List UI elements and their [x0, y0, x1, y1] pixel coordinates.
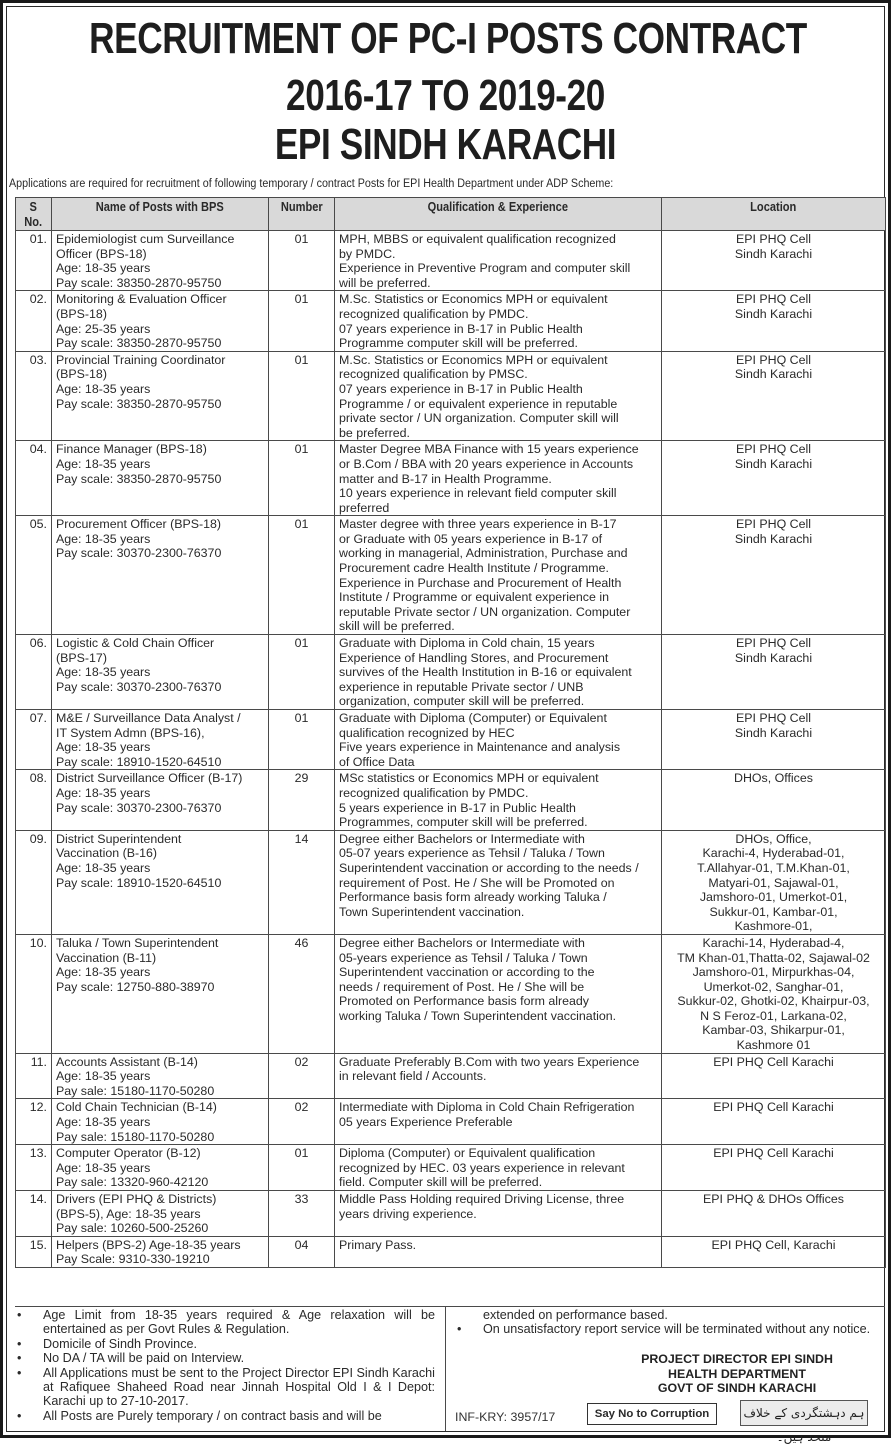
location-cell-line: Sindh Karachi	[734, 456, 813, 471]
signature-line-2: HEALTH DEPARTMENT	[668, 1366, 806, 1381]
qualification-cell-line: 10 years experience in relevant field computer skill	[339, 486, 617, 501]
qualification-cell-line: Promoted on Performance basis form already	[339, 994, 589, 1009]
qualification-cell-line: recognized qualification by PMSC.	[339, 367, 528, 382]
notes-right-column	[455, 1308, 877, 1337]
post-name-cell	[52, 934, 269, 1053]
post-count-cell: 01	[269, 1145, 335, 1191]
post-name-cell-line: Officer (BPS-18)	[56, 246, 147, 261]
location-cell	[662, 770, 886, 830]
qualification-cell	[335, 770, 662, 830]
post-count-cell: 46	[269, 934, 335, 1053]
serial-number-cell: 04.	[16, 441, 52, 516]
table-row	[16, 770, 886, 830]
note-item	[15, 1351, 435, 1365]
qualification-cell	[335, 1099, 662, 1145]
qualification-cell	[335, 231, 662, 291]
qualification-cell-line: preferred	[339, 500, 390, 515]
serial-number-cell: 14.	[16, 1191, 52, 1237]
qualification-cell-line: Diploma (Computer) or Equivalent qualification	[339, 1146, 596, 1161]
column-header-post: Name of Posts with BPS	[52, 198, 269, 231]
serial-number-cell: 07.	[16, 710, 52, 770]
qualification-cell-line: Experience in Purchase and Procurement of Health	[339, 575, 622, 590]
table-row	[16, 441, 886, 516]
notes-divider	[445, 1307, 446, 1431]
location-cell	[662, 1191, 886, 1237]
post-name-cell-line: Age: 18-35 years	[56, 860, 151, 875]
qualification-cell-line: skill will be preferred.	[339, 619, 455, 634]
qualification-cell-line: MSc statistics or Economics MPH or equivalent	[339, 771, 599, 786]
post-name-cell	[52, 291, 269, 351]
location-cell-line: Kashmore 01	[736, 1038, 811, 1053]
qualification-cell-line: 05-years experience as Tehsil / Taluka / Town	[339, 950, 588, 965]
post-name-cell-line: Age: 18-35 years	[56, 740, 151, 755]
post-name-cell-line: Age: 18-35 years	[56, 261, 151, 276]
qualification-cell-line: Middle Pass Holding required Driving License, three	[339, 1192, 625, 1206]
post-name-cell-line: Pay scale: 18910-1520-64510	[56, 875, 222, 890]
qualification-cell	[335, 516, 662, 635]
column-header-number: Number	[269, 198, 335, 231]
location-cell-line: EPI PHQ Cell	[735, 517, 812, 532]
post-name-cell-line: Age: 18-35 years	[56, 1115, 151, 1130]
qualification-cell-line: will be preferred.	[339, 275, 431, 290]
table-row	[16, 635, 886, 710]
qualification-cell-line: recognized qualification by PMDC.	[339, 785, 529, 800]
post-name-cell	[52, 1099, 269, 1145]
post-name-cell-line: Age: 18-35 years	[56, 456, 151, 471]
serial-number-cell: 06.	[16, 635, 52, 710]
location-cell-line: Kambar-03, Shikarpur-01,	[702, 1023, 845, 1038]
post-count-cell: 01	[269, 516, 335, 635]
column-header-qualification: Qualification & Experience	[335, 198, 662, 231]
note-text: No DA / TA will be paid on Interview.	[43, 1351, 245, 1366]
table-header-row	[16, 198, 886, 231]
location-cell-line: TM Khan-01,Thatta-02, Sajawal-02	[677, 950, 870, 965]
qualification-cell-line: Intermediate with Diploma in Cold Chain Refrigeration	[339, 1100, 635, 1115]
location-cell-line: DHOs, Office,	[735, 831, 812, 846]
table-row	[16, 516, 886, 635]
table-row	[16, 1236, 886, 1267]
note-text: Age Limit from 18-35 years required & Age relaxation will be entertained as per Govt Rules & Regulation.	[43, 1308, 435, 1337]
bullet-icon: •	[17, 1336, 22, 1351]
title-line-2: 2016-17 TO 2019-20	[286, 71, 605, 120]
note-item	[15, 1337, 435, 1351]
location-cell	[662, 351, 886, 441]
post-name-cell-line: Pay scale: 38350-2870-95750	[56, 396, 222, 411]
serial-number-cell: 15.	[16, 1236, 52, 1267]
location-cell-line: Karachi-14, Hyderabad-4,	[702, 935, 845, 950]
location-cell-line: Sukkur-02, Ghotki-02, Khairpur-03,	[677, 994, 870, 1009]
qualification-cell-line: or Graduate with 05 years experience in B-17 of	[339, 531, 603, 546]
post-name-cell-line: Finance Manager (BPS-18)	[56, 442, 207, 457]
location-cell	[662, 291, 886, 351]
location-cell	[662, 635, 886, 710]
qualification-cell-line: Master degree with three years experience in B-17	[339, 517, 617, 532]
qualification-cell	[335, 1145, 662, 1191]
post-count-cell: 01	[269, 441, 335, 516]
post-name-cell-line: Pay scale: 38350-2870-95750	[56, 275, 222, 290]
post-name-cell	[52, 770, 269, 830]
notes-right-list	[455, 1322, 877, 1336]
serial-number-cell: 10.	[16, 934, 52, 1053]
qualification-cell-line: Programme computer skill will be preferred.	[339, 336, 578, 351]
qualification-cell-line: working Taluka / Town Superintendent vaccination.	[339, 1008, 617, 1023]
qualification-cell-line: Graduate Preferably B.Com with two years Experience	[339, 1054, 640, 1069]
location-cell	[662, 830, 886, 934]
post-name-cell-line: Age: 25-35 years	[56, 321, 151, 336]
qualification-cell-line: Programme / or equivalent experience in reputable	[339, 396, 618, 411]
qualification-cell-line: qualification recognized by HEC	[339, 725, 515, 740]
serial-number-cell: 11.	[16, 1053, 52, 1099]
location-cell-line: EPI PHQ Cell	[735, 711, 812, 725]
qualification-cell-line: Graduate with Diploma in Cold chain, 15 years	[339, 636, 595, 651]
column-header-location: Location	[662, 198, 886, 231]
serial-number-cell: 01.	[16, 231, 52, 291]
post-count-cell: 02	[269, 1053, 335, 1099]
serial-number-cell: 12.	[16, 1099, 52, 1145]
qualification-cell-line: experience in reputable Private sector / UNB	[339, 679, 584, 694]
post-name-cell-line: (BPS-17)	[56, 650, 107, 665]
location-cell-line: EPI PHQ Cell	[735, 292, 812, 307]
location-cell-line: Jamshoro-01, Umerkot-01,	[699, 890, 848, 905]
post-name-cell-line: Age: 18-35 years	[56, 665, 151, 680]
qualification-cell	[335, 1191, 662, 1237]
location-cell	[662, 1236, 886, 1267]
location-cell	[662, 441, 886, 516]
signature-block	[597, 1352, 877, 1396]
qualification-cell-line: M.Sc. Statistics or Economics MPH or equivalent	[339, 292, 608, 307]
urdu-slogan-badge: ہم دہشتگردی کے خلاف متحد ہیں۔	[740, 1400, 868, 1426]
location-cell	[662, 1099, 886, 1145]
post-name-cell-line: Pay scale: 38350-2870-95750	[56, 336, 222, 351]
bullet-icon: •	[17, 1308, 22, 1322]
post-name-cell-line: Taluka / Town Superintendent	[56, 935, 219, 950]
post-count-cell: 33	[269, 1191, 335, 1237]
location-cell-line: Jamshoro-01, Mirpurkhas-04,	[692, 965, 855, 980]
post-name-cell	[52, 830, 269, 934]
location-cell-line: EPI PHQ Cell Karachi	[713, 1054, 834, 1069]
post-name-cell-line: (BPS-18)	[56, 306, 107, 321]
post-name-cell	[52, 1145, 269, 1191]
qualification-cell-line: 5 years experience in B-17 in Public Health	[339, 800, 576, 815]
table-row	[16, 291, 886, 351]
bullet-icon: •	[17, 1365, 22, 1380]
post-count-cell: 14	[269, 830, 335, 934]
location-cell	[662, 1053, 886, 1099]
location-cell	[662, 516, 886, 635]
serial-number-cell: 02.	[16, 291, 52, 351]
qualification-cell-line: requirement of Post. He / She will be Promoted on	[339, 875, 615, 890]
table-row	[16, 1053, 886, 1099]
post-name-cell-line: District Superintendent	[56, 831, 182, 846]
location-cell	[662, 1145, 886, 1191]
qualification-cell-line: working in managerial, Administration, Purchase and	[339, 546, 628, 561]
qualification-cell	[335, 934, 662, 1053]
post-name-cell-line: Age: 18-35 years	[56, 531, 151, 546]
post-name-cell-line: Age: 18-35 years	[56, 1160, 151, 1175]
qualification-cell-line: Procurement cadre Health Institute / Programme.	[339, 561, 609, 576]
signature-line-3: GOVT OF SINDH KARACHI	[657, 1381, 817, 1395]
location-cell-line: N S Feroz-01, Larkana-02,	[700, 1008, 847, 1023]
qualification-cell-line: Degree either Bachelors or Intermediate with	[339, 935, 585, 950]
qualification-cell	[335, 635, 662, 710]
post-name-cell	[52, 441, 269, 516]
qualification-cell	[335, 1236, 662, 1267]
post-name-cell-line: Pay scale: 30370-2300-76370	[56, 800, 222, 815]
note-item	[455, 1322, 877, 1336]
post-name-cell-line: (BPS-5), Age: 18-35 years	[56, 1206, 201, 1221]
bullet-icon: •	[17, 1351, 22, 1366]
qualification-cell-line: Institute / Programme or equivalent experience in	[339, 590, 609, 605]
note-item	[15, 1409, 435, 1423]
qualification-cell	[335, 830, 662, 934]
post-name-cell	[52, 635, 269, 710]
column-header-sno: S No.	[16, 198, 52, 231]
bullet-icon: •	[17, 1408, 22, 1423]
signature-line-1: PROJECT DIRECTOR EPI SINDH	[641, 1352, 833, 1366]
location-cell-line: EPI PHQ Cell	[735, 232, 812, 246]
posts-table	[15, 197, 886, 1268]
post-name-cell-line: Pay scale: 18910-1520-64510	[56, 754, 222, 769]
location-cell	[662, 934, 886, 1053]
post-name-cell-line: Pay sale: 13320-960-42120	[56, 1175, 209, 1190]
location-cell-line: DHOs, Offices	[734, 771, 813, 786]
qualification-cell-line: Superintendent vaccination or according to the	[339, 965, 595, 980]
post-count-cell: 01	[269, 635, 335, 710]
notes-left-column	[15, 1308, 435, 1423]
location-cell-line: Sindh Karachi	[734, 306, 813, 321]
post-name-cell-line: Age: 18-35 years	[56, 965, 151, 980]
note-text: On unsatisfactory report service will be terminated without any notice.	[483, 1322, 871, 1337]
qualification-cell-line: survives of the Health Institution in B-16 or equivalent	[339, 665, 632, 680]
post-count-cell: 02	[269, 1099, 335, 1145]
qualification-cell	[335, 710, 662, 770]
post-count-cell: 01	[269, 351, 335, 441]
anti-corruption-badge: Say No to Corruption	[587, 1403, 717, 1425]
note-item	[15, 1366, 435, 1409]
qualification-cell-line: Superintendent vaccination or according to the needs /	[339, 860, 639, 875]
table-row	[16, 934, 886, 1053]
post-name-cell	[52, 1191, 269, 1237]
note-text: All Posts are Purely temporary / on contract basis and will be	[43, 1408, 382, 1423]
qualification-cell-line: by PMDC.	[339, 246, 396, 261]
location-cell-line: EPI PHQ Cell Karachi	[713, 1100, 834, 1115]
post-name-cell	[52, 1053, 269, 1099]
post-name-cell-line: Monitoring & Evaluation Officer	[56, 292, 227, 307]
qualification-cell-line: MPH, MBBS or equivalent qualification recognized	[339, 232, 616, 246]
serial-number-cell: 03.	[16, 351, 52, 441]
location-cell-line: EPI PHQ & DHOs Offices	[703, 1192, 844, 1206]
table-row	[16, 830, 886, 934]
qualification-cell-line: field. Computer skill will be preferred.	[339, 1175, 543, 1190]
table-row	[16, 1099, 886, 1145]
qualification-cell	[335, 441, 662, 516]
post-name-cell	[52, 516, 269, 635]
qualification-cell-line: Programmes, computer skill will be preferred.	[339, 815, 588, 830]
post-name-cell	[52, 1236, 269, 1267]
post-name-cell-line: Procurement Officer (BPS-18)	[56, 517, 222, 532]
post-name-cell-line: Pay scale: 30370-2300-76370	[56, 546, 222, 561]
table-row	[16, 231, 886, 291]
qualification-cell-line: of Office Data	[339, 754, 415, 769]
location-cell-line: Sindh Karachi	[734, 725, 813, 740]
qualification-cell-line: years driving experience.	[339, 1206, 477, 1221]
post-name-cell-line: Logistic & Cold Chain Officer	[56, 636, 215, 651]
note-continuation: extended on performance based.	[483, 1308, 668, 1322]
qualification-cell-line: Performance basis form already working Taluka /	[339, 890, 607, 905]
qualification-cell	[335, 291, 662, 351]
location-cell-line: EPI PHQ Cell	[735, 352, 812, 367]
post-name-cell-line: Epidemiologist cum Surveillance	[56, 232, 235, 246]
post-name-cell-line: Age: 18-35 years	[56, 1069, 151, 1084]
qualification-cell-line: Experience of Handling Stores, and Procurement	[339, 650, 609, 665]
qualification-cell-line: matter and B-17 in Health Programme.	[339, 471, 552, 486]
qualification-cell-line: recognized by HEC. 03 years experience in relevant	[339, 1160, 625, 1175]
qualification-cell-line: private sector / UN organization. Computer skill will	[339, 411, 619, 426]
post-name-cell	[52, 351, 269, 441]
serial-number-cell: 05.	[16, 516, 52, 635]
serial-number-cell: 08.	[16, 770, 52, 830]
post-name-cell-line: Age: 18-35 years	[56, 381, 151, 396]
serial-number-cell: 09.	[16, 830, 52, 934]
serial-number-cell: 13.	[16, 1145, 52, 1191]
location-cell-line: Sindh Karachi	[734, 531, 813, 546]
post-name-cell-line: Accounts Assistant (B-14)	[56, 1054, 198, 1069]
post-name-cell-line: Pay sale: 10260-500-25260	[56, 1221, 209, 1236]
title-line-1: RECRUITMENT OF PC-I POSTS CONTRACT	[89, 14, 807, 63]
post-count-cell: 04	[269, 1236, 335, 1267]
location-cell-line: EPI PHQ Cell, Karachi	[711, 1237, 836, 1252]
post-name-cell-line: Drivers (EPI PHQ & Districts)	[56, 1192, 217, 1206]
bullet-icon: •	[457, 1322, 462, 1337]
reference-number: INF-KRY: 3957/17	[455, 1410, 556, 1424]
qualification-cell-line: 07 years experience in B-17 in Public Health	[339, 321, 583, 336]
qualification-cell-line: 05-07 years experience as Tehsil / Taluka / Town	[339, 846, 605, 861]
location-cell-line: Sindh Karachi	[734, 650, 813, 665]
location-cell-line: EPI PHQ Cell	[735, 636, 812, 651]
location-cell-line: EPI PHQ Cell Karachi	[713, 1146, 834, 1161]
location-cell-line: T.Allahyar-01, T.M.Khan-01,	[697, 860, 850, 875]
location-cell	[662, 231, 886, 291]
qualification-cell-line: Primary Pass.	[339, 1237, 417, 1252]
qualification-cell-line: 05 years Experience Preferable	[339, 1115, 513, 1130]
post-name-cell-line: (BPS-18)	[56, 367, 107, 382]
post-name-cell-line: IT System Admn (BPS-16),	[56, 725, 205, 740]
location-cell-line: EPI PHQ Cell	[735, 442, 812, 457]
qualification-cell-line: needs / requirement of Post. He / She will be	[339, 979, 585, 994]
qualification-cell-line: Degree either Bachelors or Intermediate with	[339, 831, 585, 846]
note-text: Domicile of Sindh Province.	[43, 1336, 197, 1351]
qualification-cell-line: Five years experience in Maintenance and analysis	[339, 740, 621, 755]
post-name-cell	[52, 710, 269, 770]
location-cell-line: Sindh Karachi	[734, 246, 813, 261]
post-count-cell: 01	[269, 710, 335, 770]
post-name-cell-line: Pay sale: 15180-1170-50280	[56, 1083, 215, 1098]
post-count-cell: 01	[269, 231, 335, 291]
table-row	[16, 710, 886, 770]
table-row	[16, 1191, 886, 1237]
qualification-cell-line: Graduate with Diploma (Computer) or Equivalent	[339, 711, 607, 725]
qualification-cell	[335, 351, 662, 441]
qualification-cell-line: Master Degree MBA Finance with 15 years experience	[339, 442, 639, 457]
post-name-cell-line: Vaccination (B-11)	[56, 950, 157, 965]
post-name-cell-line: Pay sale: 15180-1170-50280	[56, 1129, 215, 1144]
qualification-cell	[335, 1053, 662, 1099]
qualification-cell-line: recognized qualification by PMDC.	[339, 306, 529, 321]
location-cell-line: Sindh Karachi	[734, 367, 813, 382]
post-name-cell-line: Pay Scale: 9310-330-19210	[56, 1252, 210, 1267]
qualification-cell-line: 07 years experience in B-17 in Public Health	[339, 381, 583, 396]
qualification-cell-line: M.Sc. Statistics or Economics MPH or equivalent	[339, 352, 608, 367]
intro-text: Applications are required for recruitment of following temporary / contract Posts for EPI Health Department under ADP Scheme:	[9, 176, 614, 190]
post-name-cell-line: Cold Chain Technician (B-14)	[56, 1100, 217, 1115]
qualification-cell-line: Experience in Preventive Program and computer skill	[339, 261, 631, 276]
qualification-cell-line: in relevant field / Accounts.	[339, 1069, 487, 1084]
post-count-cell: 29	[269, 770, 335, 830]
post-name-cell-line: Age: 18-35 years	[56, 785, 151, 800]
qualification-cell-line: or B.Com / BBA with 20 years experience in Accounts	[339, 456, 634, 471]
qualification-cell-line: be preferred.	[339, 425, 410, 440]
qualification-cell-line: Town Superintendent vaccination.	[339, 904, 525, 919]
posts-table-body	[16, 231, 886, 1268]
note-item	[15, 1308, 435, 1337]
post-name-cell-line: Computer Operator (B-12)	[56, 1146, 201, 1161]
post-name-cell-line: Provincial Training Coordinator	[56, 352, 226, 367]
location-cell-line: Matyari-01, Sajawal-01,	[708, 875, 839, 890]
post-name-cell	[52, 231, 269, 291]
post-name-cell-line: Vaccination (B-16)	[56, 846, 158, 861]
location-cell-line: Karachi-4, Hyderabad-01,	[702, 846, 845, 861]
location-cell-line: Umerkot-02, Sanghar-01,	[703, 979, 844, 994]
location-cell-line: Sukkur-01, Kambar-01,	[709, 904, 838, 919]
post-name-cell-line: Helpers (BPS-2) Age-18-35 years	[56, 1237, 241, 1252]
qualification-cell-line: reputable Private sector / UN organization. Computer	[339, 604, 631, 619]
post-name-cell-line: Pay scale: 38350-2870-95750	[56, 471, 222, 486]
table-row	[16, 351, 886, 441]
location-cell-line: Kashmore-01,	[734, 919, 813, 934]
table-row	[16, 1145, 886, 1191]
qualification-cell-line: organization, computer skill will be preferred.	[339, 694, 585, 709]
note-text: All Applications must be sent to the Project Director EPI Sindh Karachi at Rafiquee Shaheed Road near Jinnah Hospital Old I & I Depot: Karachi up to 27-10-2017.	[43, 1365, 435, 1409]
title-line-3: EPI SINDH KARACHI	[274, 120, 617, 169]
post-name-cell-line: M&E / Surveillance Data Analyst /	[56, 711, 241, 725]
post-name-cell-line: Pay scale: 30370-2300-76370	[56, 679, 222, 694]
post-count-cell: 01	[269, 291, 335, 351]
location-cell	[662, 710, 886, 770]
post-name-cell-line: District Surveillance Officer (B-17)	[56, 771, 243, 786]
post-name-cell-line: Pay scale: 12750-880-38970	[56, 979, 215, 994]
